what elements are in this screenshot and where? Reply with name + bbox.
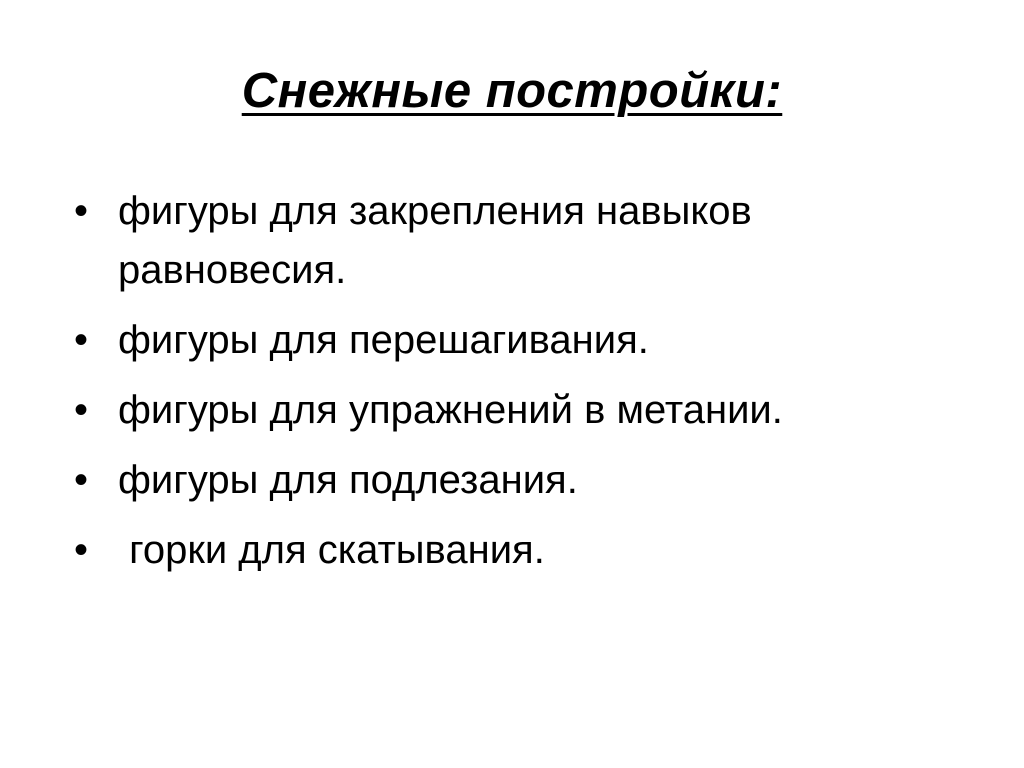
list-item-text: горки для скатывания. [118,528,545,572]
bullet-icon: • [74,388,89,432]
bullet-icon: • [74,458,89,502]
list-item [74,451,974,510]
list-item-text: фигуры для подлезания. [118,458,578,502]
list-item-text: фигуры для упражнений в метании. [118,388,783,432]
list-item [74,311,974,370]
list-item-text: фигуры для закрепления навыков равновесия. [118,189,763,292]
list-item-text: фигуры для перешагивания. [118,318,649,362]
bullet-list [74,182,974,591]
bullet-icon: • [74,528,89,572]
bullet-icon: • [74,189,89,233]
bullet-icon: • [74,318,89,362]
list-item [74,182,974,300]
slide-title: Снежные постройки: [241,64,783,118]
list-item [74,521,974,580]
list-item [74,381,974,440]
